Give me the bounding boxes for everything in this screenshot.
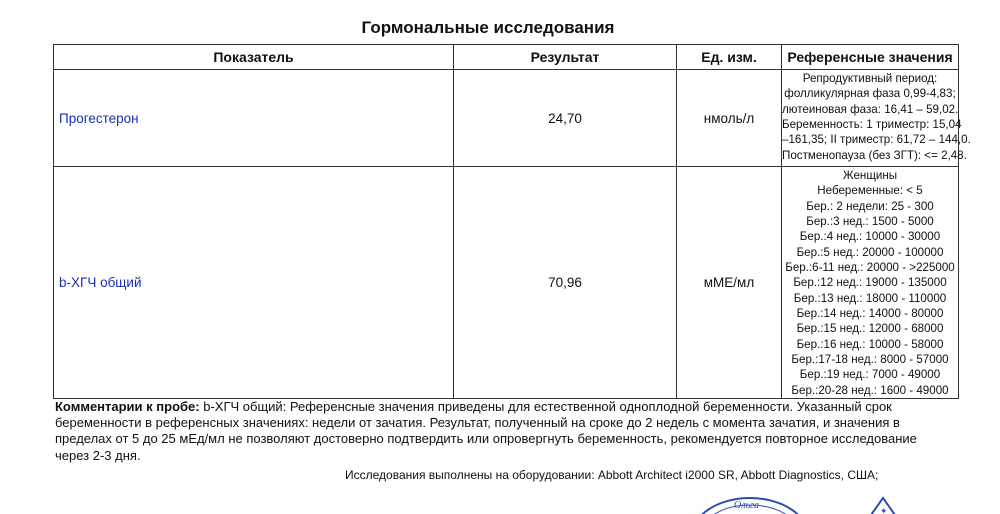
header-reference: Референсные значения	[782, 45, 959, 70]
table-row	[54, 70, 959, 167]
header-indicator: Показатель	[54, 45, 454, 70]
result-progesterone: 24,70	[454, 70, 677, 167]
equipment-note: Исследования выполнены на оборудовании: Abbott Architect i2000 SR, Abbott Diagnostics, США;	[345, 468, 879, 482]
header-result: Результат	[454, 45, 677, 70]
reference-line: Небеременные: < 5	[817, 184, 923, 198]
reference-line: Женщины	[842, 169, 898, 182]
reference-line: Бер.: 2 недели: 25 - 300	[806, 199, 934, 213]
reference-line: лютеиновая фаза: 16,41 – 59,02.	[782, 102, 959, 116]
comments-label: Комментарии к пробе:	[55, 399, 200, 414]
indicator-progesterone: Прогестерон	[54, 70, 454, 167]
results-table	[53, 44, 971, 399]
reference-line: Бер.:16 нед.: 10000 - 58000	[796, 337, 944, 351]
reference-line: –161,35; II триместр: 61,72 – 144,0.	[782, 133, 971, 147]
comments-text: b-ХГЧ общий: Референсные значения приведены для естественной одноплодной беременности. Указанный срок беременности в референсных значениях: недели от зачатия. Результат, полученный на сроке до 2 недель с момента зачатия, и значения в пределах от 5 до 25 мЕд/мл не позволяют достоверно подтвердить или опровергнуть беременность, рекомендуется повторное исследование через 2-3 дня.	[55, 399, 917, 463]
table-header-row	[54, 45, 959, 70]
reference-line: Бер.:13 нед.: 18000 - 110000	[793, 291, 947, 305]
reference-line: Бер.:6-11 нед.: 20000 - >225000	[785, 261, 955, 275]
lab-stamp	[700, 492, 930, 514]
reference-progesterone	[782, 70, 971, 167]
reference-line: Бер.:3 нед.: 1500 - 5000	[806, 215, 934, 229]
reference-line: Бер.:17-18 нед.: 8000 - 57000	[791, 353, 949, 367]
header-unit: Ед. изм.	[677, 45, 782, 70]
stamp-text: Ольга	[734, 500, 760, 511]
result-bhcg: 70,96	[454, 167, 677, 399]
reference-line: Бер.:4 нед.: 10000 - 30000	[799, 230, 941, 244]
unit-progesterone: нмоль/л	[677, 70, 782, 167]
indicator-bhcg: b-ХГЧ общий	[54, 167, 454, 399]
table-row	[54, 167, 959, 399]
reference-line: Бер.:12 нед.: 19000 - 135000	[793, 276, 947, 290]
reference-line: фолликулярная фаза 0,99-4,83;	[784, 87, 956, 101]
reference-line: Бер.:14 нед.: 14000 - 80000	[796, 307, 944, 321]
stamp-triangle-mark: ✦	[880, 506, 888, 514]
reference-line: Бер.:20-28 нед.: 1600 - 49000	[791, 383, 949, 397]
reference-line: Бер.:19 нед.: 7000 - 49000	[799, 368, 941, 382]
reference-line: Беременность: 1 триместр: 15,04	[782, 118, 962, 132]
reference-line: Постменопауза (без ЗГТ): <= 2,48.	[782, 148, 967, 162]
reference-line: Бер.:15 нед.: 12000 - 68000	[796, 322, 944, 336]
reference-bhcg	[782, 167, 959, 399]
document-title: Гормональные исследования	[361, 18, 615, 37]
stamp-seal	[700, 492, 930, 514]
reference-line: Репродуктивный период:	[802, 72, 938, 85]
unit-bhcg: мМЕ/мл	[677, 167, 782, 399]
sample-comments	[55, 399, 935, 464]
reference-line: Бер.:5 нед.: 20000 - 100000	[796, 245, 944, 259]
